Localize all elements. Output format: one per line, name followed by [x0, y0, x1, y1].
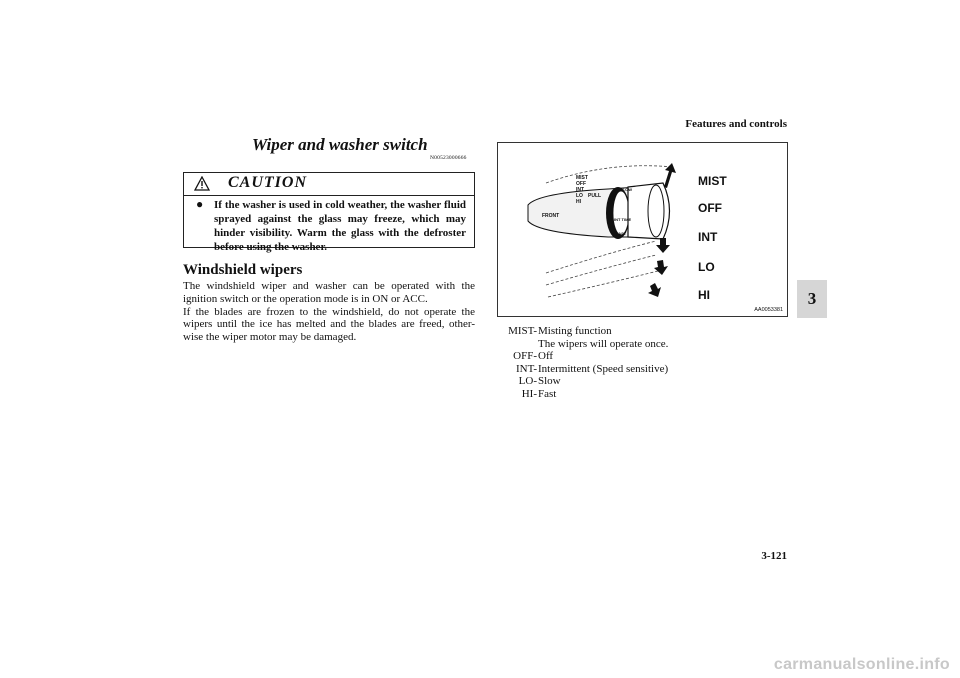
legend-desc: Fast: [538, 387, 557, 400]
legend-key: INT-: [516, 362, 537, 375]
ring-int-time-label: INT TIME: [614, 217, 632, 222]
section-code: N00523000666: [430, 155, 467, 161]
wiper-switch-figure: [497, 142, 788, 317]
figure-code: AA0053381: [754, 307, 783, 313]
legend-key: MIST-: [508, 325, 537, 337]
body-text: [183, 280, 475, 344]
legend-desc: Slow: [538, 375, 561, 388]
legend-desc: Intermittent (Speed sensitive): [538, 362, 669, 375]
position-label-int: INT: [698, 230, 718, 244]
ring-slow-label: SLOW: [620, 187, 632, 192]
position-label-off: OFF: [698, 201, 722, 215]
chapter-tab: 3: [797, 280, 827, 318]
legend-desc: Misting function: [538, 325, 612, 337]
position-label-hi: HI: [698, 288, 710, 302]
position-label-lo: LO: [698, 260, 715, 274]
stalk-mode-hi: HI: [576, 199, 581, 205]
paragraph: The windshield wiper and washer can be operated with the ignition switch or the operation mode is in ON or ACC.: [183, 280, 475, 305]
bullet-icon: ●: [196, 197, 204, 211]
paragraph: If the blades are frozen to the windshield, do not operate the wipers until the ice has melted and the blades are freed, other-wise the wiper motor may be damaged.: [183, 305, 475, 344]
stalk-mode-int: INT: [576, 187, 585, 193]
legend-key: LO-: [518, 375, 537, 388]
wiper-stalk-illustration: [498, 143, 787, 316]
legend-desc: Off: [538, 350, 554, 363]
stalk-mode-lo: LO: [576, 193, 583, 199]
legend-sub-desc: The wipers will operate once.: [538, 337, 669, 350]
position-label-mist: MIST: [698, 174, 727, 188]
warning-triangle-icon: [194, 176, 210, 191]
legend-key: OFF-: [513, 350, 537, 363]
section-title: Wiper and washer switch: [252, 135, 428, 154]
caution-label: CAUTION: [228, 174, 308, 191]
ring-fast-label: FAST: [616, 231, 627, 236]
caution-header: [184, 173, 474, 196]
stalk-mode-mist: MIST: [576, 175, 588, 181]
legend-key: HI-: [521, 387, 537, 400]
stalk-front-label: FRONT: [542, 213, 560, 219]
subsection-heading: Windshield wipers: [183, 262, 303, 278]
watermark: carmanualsonline.info: [773, 656, 950, 673]
page-number: 3-121: [761, 550, 787, 562]
caution-body: [184, 196, 474, 254]
caution-text: If the washer is used in cold weather, the washer fluid sprayed against the glass may freeze, which may hinder visibility. Warm the glass with the defroster before using the washer.: [214, 199, 466, 253]
stalk-pull-label: PULL: [588, 193, 602, 199]
page-header: Features and controls: [685, 118, 787, 130]
caution-box: [183, 172, 475, 253]
stalk-mode-off: OFF: [576, 181, 586, 187]
